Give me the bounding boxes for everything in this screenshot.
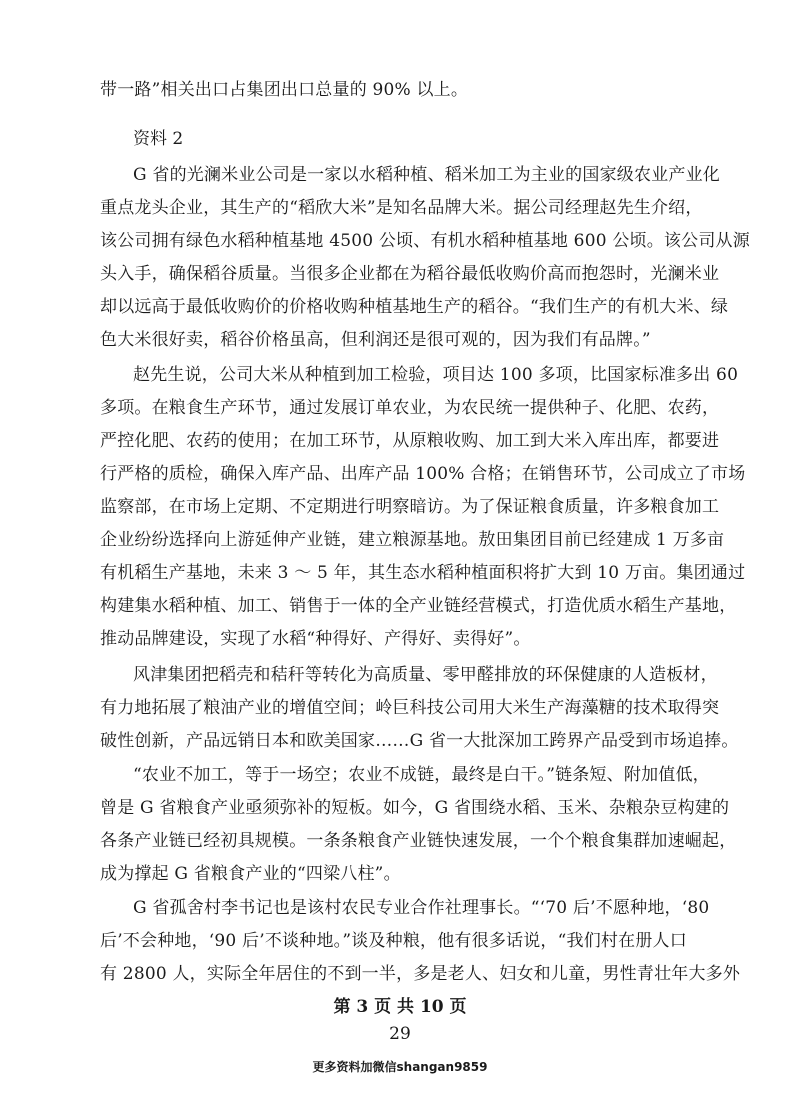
text-line: 企业纷纷选择向上游延伸产业链，建立粮源基地。敖田集团目前已经建成 1 万多亩 xyxy=(100,530,725,550)
text-line: 多项。在粮食生产环节，通过发展订单农业，为农民统一提供种子、化肥、农药， xyxy=(100,398,720,418)
text-line: “农业不加工，等于一场空；农业不成链，最终是白干。”链条短、附加值低， xyxy=(133,765,710,785)
text-line: 风津集团把稻壳和秸秆等转化为高质量、零甲醛排放的环保健康的人造板材， xyxy=(133,665,718,685)
section-heading: 资料 2 xyxy=(133,129,184,149)
text-line: 却以远高于最低收购价的价格收购种植基地生产的稻谷。“我们生产的有机大米、绿 xyxy=(100,297,729,317)
text-line: 成为撑起 G 省粮食产业的“四梁八柱”。 xyxy=(100,864,401,884)
page-indicator: 第 3 页 共 10 页 xyxy=(333,997,467,1017)
text-line: 各条产业链已经初具规模。一条条粮食产业链快速发展，一个个粮食集群加速崛起， xyxy=(100,831,737,851)
text-line: 行严格的质检，确保入库产品、出库产品 100% 合格；在销售环节，公司成立了市场 xyxy=(100,464,746,484)
text-line: G 省孤舍村李书记也是该村农民专业合作社理事长。“‘70 后’不愿种地，‘80 xyxy=(133,898,710,918)
continuation-line: 带一路”相关出口占集团出口总量的 90% 以上。 xyxy=(100,80,469,100)
text-line: 重点龙头企业，其生产的“稻欣大米”是知名品牌大米。据公司经理赵先生介绍， xyxy=(100,198,703,218)
text-line: G 省的光澜米业公司是一家以水稻种植、稻米加工为主业的国家级农业产业化 xyxy=(133,165,720,185)
text-line: 有 2800 人，实际全年居住的不到一半，多是老人、妇女和儿童，男性青壮年大多外 xyxy=(100,964,741,984)
text-line: 有机稻生产基地，未来 3 ～ 5 年，其生态水稻种植面积将扩大到 10 万亩。集团通过 xyxy=(100,563,746,583)
text-line: 推动品牌建设，实现了水稻“种得好、产得好、卖得好”。 xyxy=(100,629,531,649)
text-line: 严控化肥、农药的使用；在加工环节，从原粮收购、加工到大米入库出库，都要进 xyxy=(100,431,720,451)
text-line: 破性创新，产品远销日本和欧美国家……G 省一大批深加工跨界产品受到市场追捧。 xyxy=(100,731,739,751)
text-line: 该公司拥有绿色水稻种植基地 4500 公顷、有机水稻种植基地 600 公顷。该公司从源 xyxy=(100,231,750,251)
text-line: 曾是 G 省粮食产业亟须弥补的短板。如今，G 省围绕水稻、玉米、杂粮杂豆构建的 xyxy=(100,798,730,818)
text-line: 构建集水稻种植、加工、销售于一体的全产业链经营模式，打造优质水稻生产基地， xyxy=(100,596,737,616)
footer-note: 更多资料加微信shangan9859 xyxy=(312,1060,488,1074)
text-line: 赵先生说，公司大米从种植到加工检验，项目达 100 多项，比国家标准多出 60 xyxy=(133,365,739,385)
text-line: 色大米很好卖，稻谷价格虽高，但利润还是很可观的，因为我们有品牌。” xyxy=(100,330,651,350)
page-number: 29 xyxy=(389,1024,411,1044)
text-line: 头入手，确保稻谷质量。当很多企业都在为稻谷最低收购价高而抱怨时，光澜米业 xyxy=(100,264,720,284)
text-line: 监察部，在市场上定期、不定期进行明察暗访。为了保证粮食质量，许多粮食加工 xyxy=(100,497,720,517)
text-line: 后’不会种地，‘90 后’不谈种地。”谈及种粮，他有很多话说，“我们村在册人口 xyxy=(100,931,687,951)
text-line: 有力地拓展了粮油产业的增值空间；岭巨科技公司用大米生产海藻糖的技术取得突 xyxy=(100,698,720,718)
